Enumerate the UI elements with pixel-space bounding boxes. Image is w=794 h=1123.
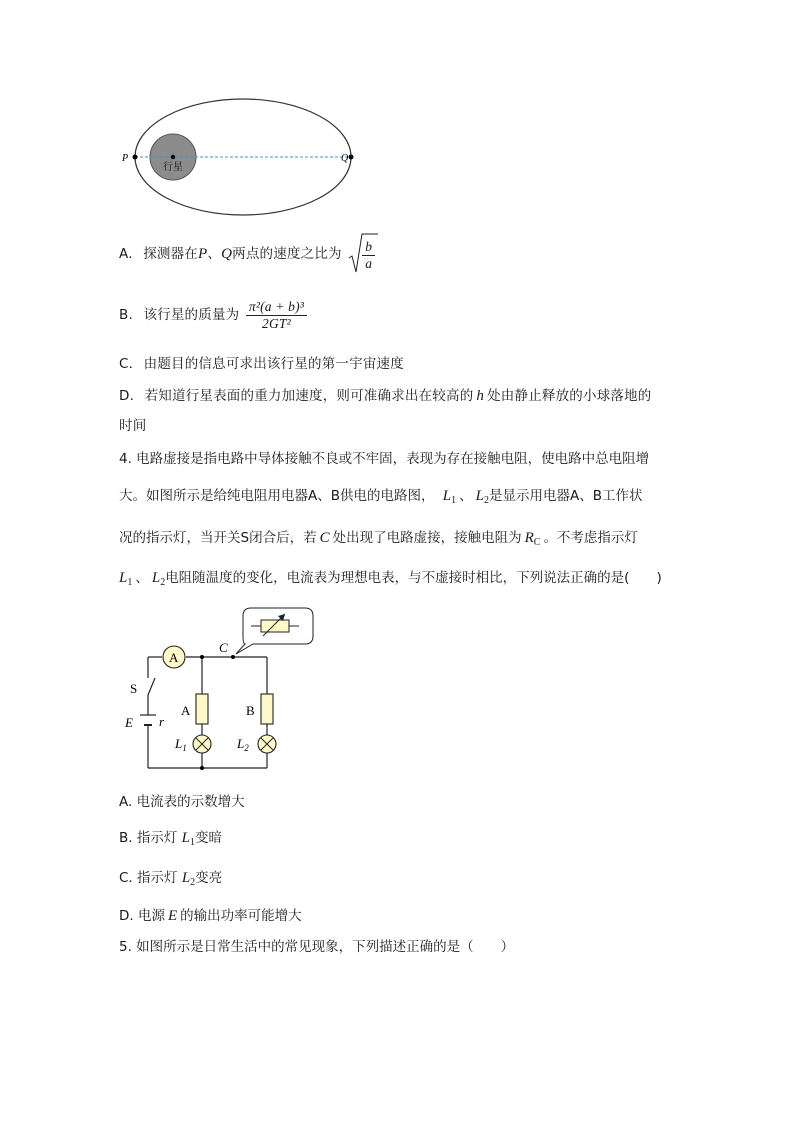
point-p-label: P	[122, 153, 129, 164]
q4-line-2	[119, 484, 642, 506]
emf-label: E	[125, 715, 133, 730]
q4-option-c	[119, 866, 222, 888]
separator: 、	[207, 246, 222, 262]
option-text: D. 电源	[119, 908, 165, 924]
planet-label: 行星	[163, 162, 183, 173]
mass-fraction	[246, 299, 307, 332]
lamp2-label: $L_2$	[237, 736, 249, 753]
option-text-2: 的输出功率可能增大	[180, 908, 302, 924]
q4-option-d	[119, 904, 302, 925]
planet-center-dot	[171, 155, 175, 159]
option-text: 该行星的质量为	[143, 307, 240, 323]
separator: 、	[459, 488, 473, 504]
q4-text: 况的指示灯，当开关S闭合后，若	[119, 530, 317, 546]
lamp-l2	[258, 735, 276, 753]
point-q-dot	[349, 155, 354, 160]
q3-option-c	[119, 352, 404, 372]
q4-text: 电阻随温度的变化，电流表为理想电表，与不虚接时相比，下列说法正确的是( )	[165, 570, 662, 586]
option-text: B. 指示灯	[119, 830, 178, 846]
point-q-label: Q	[341, 153, 349, 164]
option-text: 由题目的信息可求出该行星的第一宇宙速度	[143, 356, 404, 372]
node-c-label: C	[219, 640, 228, 655]
var-l2: $L_2$	[181, 870, 196, 888]
var-q: Q	[221, 246, 233, 262]
var-e: E	[167, 908, 178, 924]
lamp-l1	[193, 735, 211, 753]
var-l2: $L_2$	[475, 488, 489, 506]
var-p: P	[198, 246, 208, 262]
q4-line-1: 4. 电路虚接是指电路中导体接触不良或不牢固，表现为存在接触电阻，使电路中总电阻增	[119, 451, 650, 467]
device-a	[196, 694, 208, 724]
fraction-denominator: 2GT²	[262, 315, 291, 331]
var-h: h	[476, 388, 485, 404]
option-label: B.	[119, 307, 133, 323]
q4-option-b	[119, 826, 222, 848]
device-b-label: B	[246, 703, 255, 718]
internal-resistance-label: r	[159, 714, 165, 729]
var-l1: $L_1$	[119, 570, 133, 588]
option-text: 若知道行星表面的重力加速度，则可准确求出在较高的	[144, 388, 474, 404]
q4-line-3	[119, 526, 638, 548]
device-b	[261, 694, 273, 724]
var-l1: $L_1$	[442, 488, 457, 506]
q5-stem: 5. 如图所示是日常生活中的常见现象，下列描述正确的是（ ）	[119, 939, 515, 955]
fraction-denominator: a	[365, 256, 373, 271]
option-text: 探测器在	[143, 246, 199, 262]
q4-text-2: 处出现了电路虚接，接触电阻为	[332, 530, 522, 546]
q4-line-4	[119, 566, 662, 588]
option-text-2: 变暗	[195, 830, 222, 846]
sqrt-sign	[348, 232, 378, 274]
q3-option-b	[119, 294, 307, 336]
option-text-2: 两点的速度之比为	[232, 246, 342, 262]
option-label: A.	[119, 246, 133, 262]
device-a-label: A	[181, 703, 191, 718]
node-dot-bottom	[200, 766, 204, 770]
lamp1-label: $L_1$	[175, 736, 187, 753]
var-l1: $L_1$	[181, 830, 195, 848]
separator: 、	[135, 570, 149, 586]
option-text-3: 时间	[119, 418, 147, 434]
fraction-numerator: π²(a + b)³	[246, 299, 307, 316]
var-c: C	[319, 530, 330, 546]
q4-text: 大。如图所示是给纯电阻用电器A、B供电的电路图，	[119, 488, 435, 504]
option-text-2: 处由静止释放的小球落地的	[487, 388, 652, 404]
node-dot-top	[200, 655, 204, 659]
orbit-figure	[115, 95, 365, 220]
option-text: C. 指示灯	[119, 870, 178, 886]
variable-resistor	[261, 620, 289, 632]
sqrt-fraction	[348, 232, 375, 276]
q4-text-2: 是显示用电器A、B工作状	[488, 488, 643, 504]
fraction-numerator: b	[362, 239, 375, 256]
switch	[148, 678, 155, 695]
var-rc: $R_C$	[524, 530, 541, 548]
q3-option-d	[119, 384, 652, 405]
ammeter-label: A	[169, 650, 179, 665]
point-p-dot	[133, 155, 138, 160]
circuit-figure	[115, 600, 325, 775]
option-text-2: 变亮	[195, 870, 223, 886]
node-dot-c	[231, 655, 235, 659]
q3-option-a	[119, 232, 375, 276]
q4-option-a: A. 电流表的示数增大	[119, 794, 245, 810]
switch-label: S	[130, 681, 138, 696]
q3-option-d-continued	[119, 414, 146, 434]
option-label: D.	[119, 388, 135, 404]
option-label: C.	[119, 356, 134, 372]
q4-text-3: 。不考虑指示灯	[543, 530, 638, 546]
var-l2: $L_2$	[151, 570, 166, 588]
